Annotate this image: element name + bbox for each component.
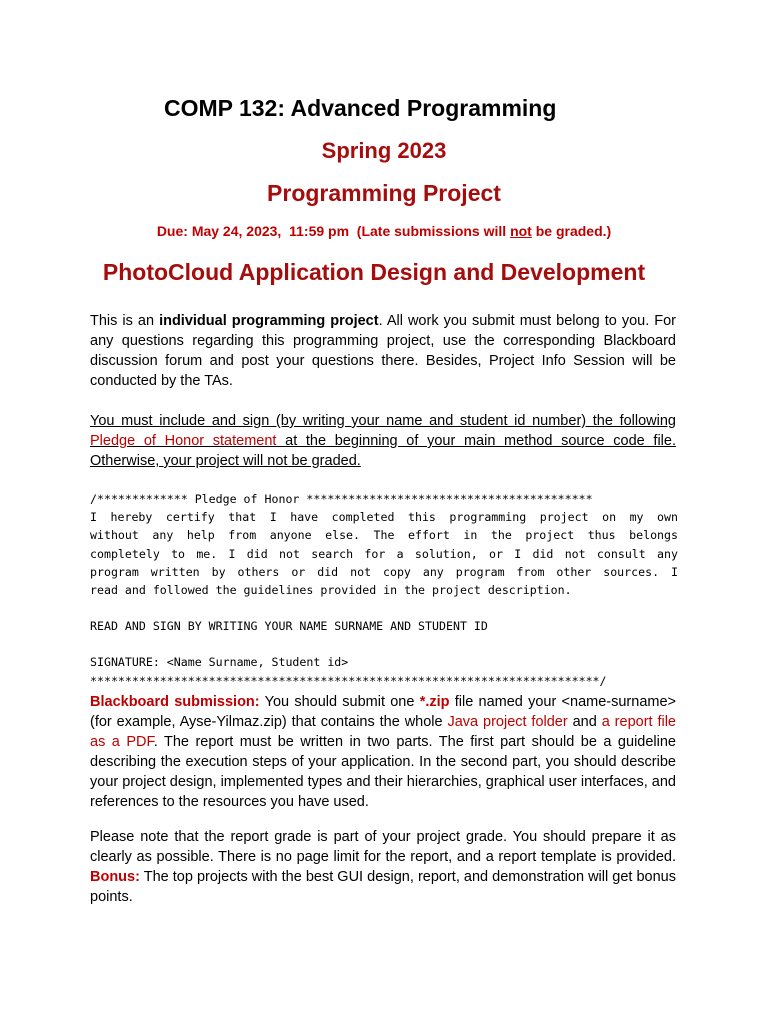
pledge-line-4: program written by others or did not copy any program from other sources. I — [90, 564, 678, 579]
submission-text-4: . The report must be written in two parts. The first part should be a guideline describing the execution steps of your application. In the second part, you should describe your project design, implemented types and their hierarchies, graphical user interfaces, and references to the resources you have used. — [90, 734, 676, 810]
intro-bold: individual programming project — [159, 313, 379, 329]
project-type-heading: Programming Project — [267, 180, 501, 206]
pledge-line-2: without any help from anyone else. The effort in the project thus belongs — [90, 528, 678, 543]
pledge-footer-line: *************************************************************************/ — [90, 673, 607, 688]
bonus-label: Bonus: — [90, 869, 140, 885]
report-note-text-1: Please note that the report grade is part of your project grade. You should prepare it as clearly as possible. There is no page limit for the report, and a report template is provided. — [90, 829, 676, 865]
due-date-line — [0, 223, 768, 239]
pledge-line-3: completely to me. I did not search for a solution, or I did not consult any — [90, 546, 678, 561]
semester-heading: Spring 2023 — [321, 138, 447, 163]
due-emphasis: not — [510, 223, 532, 239]
intro-paragraph — [90, 311, 676, 391]
project-title: PhotoCloud Application Design and Development — [102, 259, 646, 285]
submission-text-2: file named your <name-surname> (for example, Ayse-Yilmaz.zip) that contains the whole — [90, 694, 676, 730]
pledge-signature: SIGNATURE: <Name Surname, Student id> — [90, 655, 349, 670]
java-project-folder: Java project folder — [447, 714, 568, 730]
pledge-line-5: read and followed the guidelines provided in the project description. — [90, 583, 572, 598]
pledge-notice-text-1: You must include and sign (by writing your name and student id number) the following — [90, 413, 676, 429]
intro-text-2: . All work you submit must belong to you. For any questions regarding this programming project, use the corresponding Blackboard discussion forum and post your questions there. Besides, Project Info Session will be conducted by the TAs. — [90, 313, 677, 389]
submission-paragraph — [90, 692, 676, 812]
course-title: COMP 132: Advanced Programming — [164, 95, 557, 121]
pledge-spacer — [90, 635, 678, 653]
report-note-paragraph — [90, 827, 676, 907]
report-pdf: a report file as a PDF — [90, 714, 676, 750]
pledge-code-block — [90, 490, 678, 690]
submission-text-3: and — [567, 714, 602, 730]
pledge-notice-paragraph — [90, 411, 676, 471]
pledge-of-honor-link: Pledge of Honor statement — [90, 433, 286, 449]
due-suffix: be graded.) — [531, 223, 612, 239]
pledge-line-1: I hereby certify that I have completed this programming project on my own — [90, 510, 678, 525]
intro-text-1: This is an — [90, 313, 160, 329]
pledge-header-line: /************* Pledge of Honor ***************************************** — [90, 492, 593, 506]
submission-text-1: You should submit one — [259, 694, 420, 710]
pledge-spacer — [90, 599, 678, 617]
due-prefix: Due: May 24, 2023, 11:59 pm (Late submissions will — [156, 223, 511, 239]
zip-extension: *.zip — [419, 694, 450, 710]
pledge-notice-text-2: at the beginning of your main method source code file. Otherwise, your project will not be graded. — [90, 433, 676, 469]
report-note-text-2: The top projects with the best GUI design, report, and demonstration will get bonus points. — [90, 869, 676, 905]
pledge-instruction: READ AND SIGN BY WRITING YOUR NAME SURNAME AND STUDENT ID — [90, 619, 488, 634]
submission-label: Blackboard submission: — [90, 694, 260, 710]
